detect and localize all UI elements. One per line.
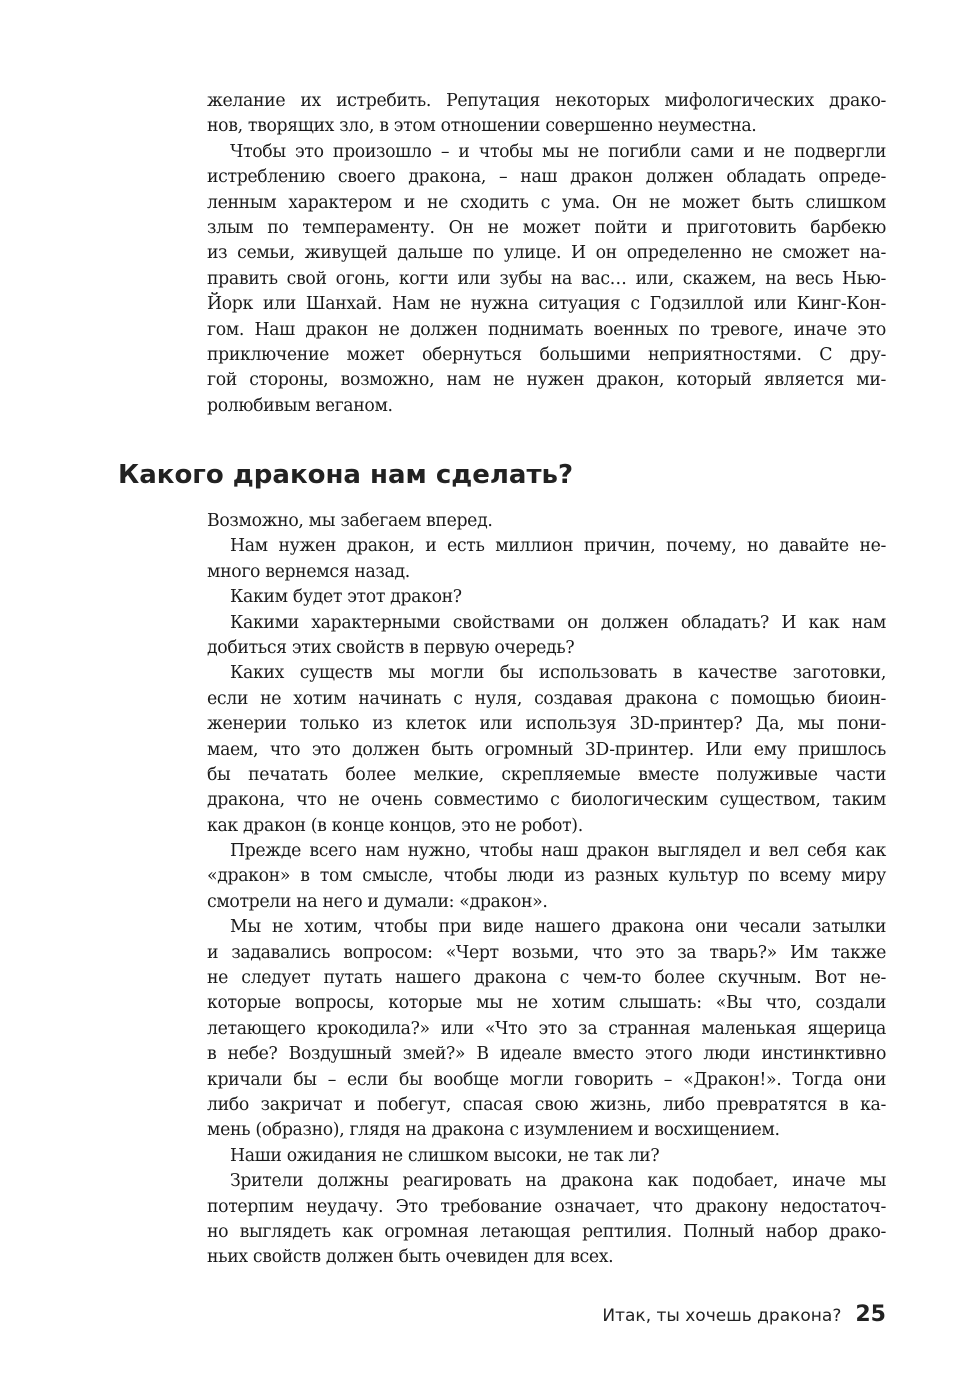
text-line: Чтобы это произошло – и чтобы мы не погибли сами и не подвергли: [230, 141, 886, 162]
text-line: Каким будет этот дракон?: [230, 587, 462, 608]
text-line: «дракон» в том смысле, чтобы люди из разных культур по всему миру: [207, 866, 886, 887]
text-line: и задавались вопросом: «Черт возьми, что это за тварь?» Им также: [207, 942, 886, 963]
text-line: гом. Наш дракон не должен поднимать военных по тревоге, иначе это: [207, 319, 886, 340]
section-heading: Какого дракона нам сделать?: [118, 460, 574, 490]
text-line: смотрели на него и думали: «дракон».: [207, 891, 548, 912]
text-line: дракона, что не очень совместимо с биологическим существом, таким: [207, 790, 886, 811]
paragraph: [207, 140, 886, 419]
text-line: нов, творящих зло, в этом отношении совершенно неуместна.: [207, 116, 757, 137]
paragraph: [207, 1169, 886, 1271]
text-line: Мы не хотим, чтобы при виде нашего дракона они чесали затылки: [230, 917, 886, 938]
paragraph: [207, 915, 886, 1144]
text-line: истреблению своего дракона, – наш дракон должен обладать опреде-: [207, 167, 886, 188]
text-line: Зрители должны реагировать на дракона как подобает, иначе мы: [230, 1171, 886, 1192]
paragraph: [207, 1144, 886, 1169]
text-line: злым по темпераменту. Он не может пойти и приготовить барбекю: [207, 217, 886, 238]
text-line: Прежде всего нам нужно, чтобы наш дракон выглядел и вел себя как: [230, 841, 886, 862]
text-line: Нам нужен дракон, и есть миллион причин, почему, но давайте не-: [230, 536, 886, 557]
page-number: 25: [855, 1302, 886, 1327]
text-line: добиться этих свойств в первую очередь?: [207, 637, 575, 658]
paragraph: [207, 585, 886, 610]
running-title: Итак, ты хочешь дракона?: [602, 1306, 842, 1326]
paragraph: [207, 611, 886, 662]
paragraph: [207, 89, 886, 140]
text-line: бы печатать более мелкие, скрепляемые вместе полуживые части: [207, 764, 886, 785]
body-text-section: [207, 509, 886, 1271]
text-line: ленным характером и не сходить с ума. Он не может быть слишком: [207, 192, 886, 213]
text-line: маем, что это должен быть огромный 3D-принтер. Или ему пришлось: [207, 739, 886, 760]
text-line: Какими характерными свойствами он должен обладать? И как нам: [230, 612, 886, 633]
text-line: потерпим неудачу. Это требование означает, что дракону недостаточ-: [207, 1196, 886, 1217]
text-line: Наши ожидания не слишком высоки, не так ли?: [230, 1145, 660, 1166]
text-line: править свой огонь, когти или зубы на вас… или, скажем, на весь Нью-: [207, 268, 886, 289]
text-line: кричали бы – если бы вообще могли говорить – «Дракон!». Тогда они: [207, 1069, 886, 1090]
text-line: но выглядеть как огромная летающая рептилия. Полный набор драко-: [207, 1221, 886, 1242]
text-line: ньих свойств должен быть очевиден для всех.: [207, 1247, 614, 1268]
text-line: либо закричат и побегут, спасая свою жизнь, либо превратятся в ка-: [207, 1094, 886, 1115]
text-line: ролюбивым веганом.: [207, 395, 393, 416]
text-line: женерии только из клеток или используя 3D-принтер? Да, мы пони-: [207, 714, 886, 735]
text-line: в небе? Воздушный змей?» В идеале вместо этого люди инстинктивно: [207, 1044, 886, 1065]
text-line: желание их истребить. Репутация некоторых мифологических драко-: [207, 91, 886, 111]
text-line: мень (образно), глядя на дракона с изумлением и восхищением.: [207, 1120, 780, 1141]
paragraph: [207, 839, 886, 915]
text-line: которые вопросы, которые мы не хотим слышать: «Вы что, создали: [207, 993, 886, 1014]
page-footer: [602, 1302, 886, 1327]
paragraph: [207, 661, 886, 839]
text-line: из семьи, живущей дальше по улице. И он определенно не сможет на-: [207, 243, 886, 264]
text-line: не следует путать нашего дракона с чем-то более скучным. Вот не-: [207, 968, 886, 989]
text-line: гой стороны, возможно, нам не нужен дракон, который является ми-: [207, 370, 886, 391]
paragraph: [207, 509, 886, 534]
text-line: как дракон (в конце концов, это не робот).: [207, 815, 583, 836]
text-line: приключение может обернуться большими неприятностями. С дру-: [207, 344, 886, 365]
text-line: Йорк или Шанхай. Нам не нужна ситуация с Годзиллой или Кинг-Кон-: [207, 294, 886, 315]
text-line: Каких существ мы могли бы использовать в качестве заготовки,: [230, 663, 886, 684]
paragraph: [207, 534, 886, 585]
text-line: много вернемся назад.: [207, 561, 410, 582]
text-line: Возможно, мы забегаем вперед.: [207, 511, 493, 531]
text-line: если не хотим начинать с нуля, создавая дракона с помощью биоин-: [207, 688, 886, 709]
body-text-top: [207, 89, 886, 419]
text-line: летающего крокодила?» или «Что это за странная маленькая ящерица: [207, 1018, 886, 1039]
